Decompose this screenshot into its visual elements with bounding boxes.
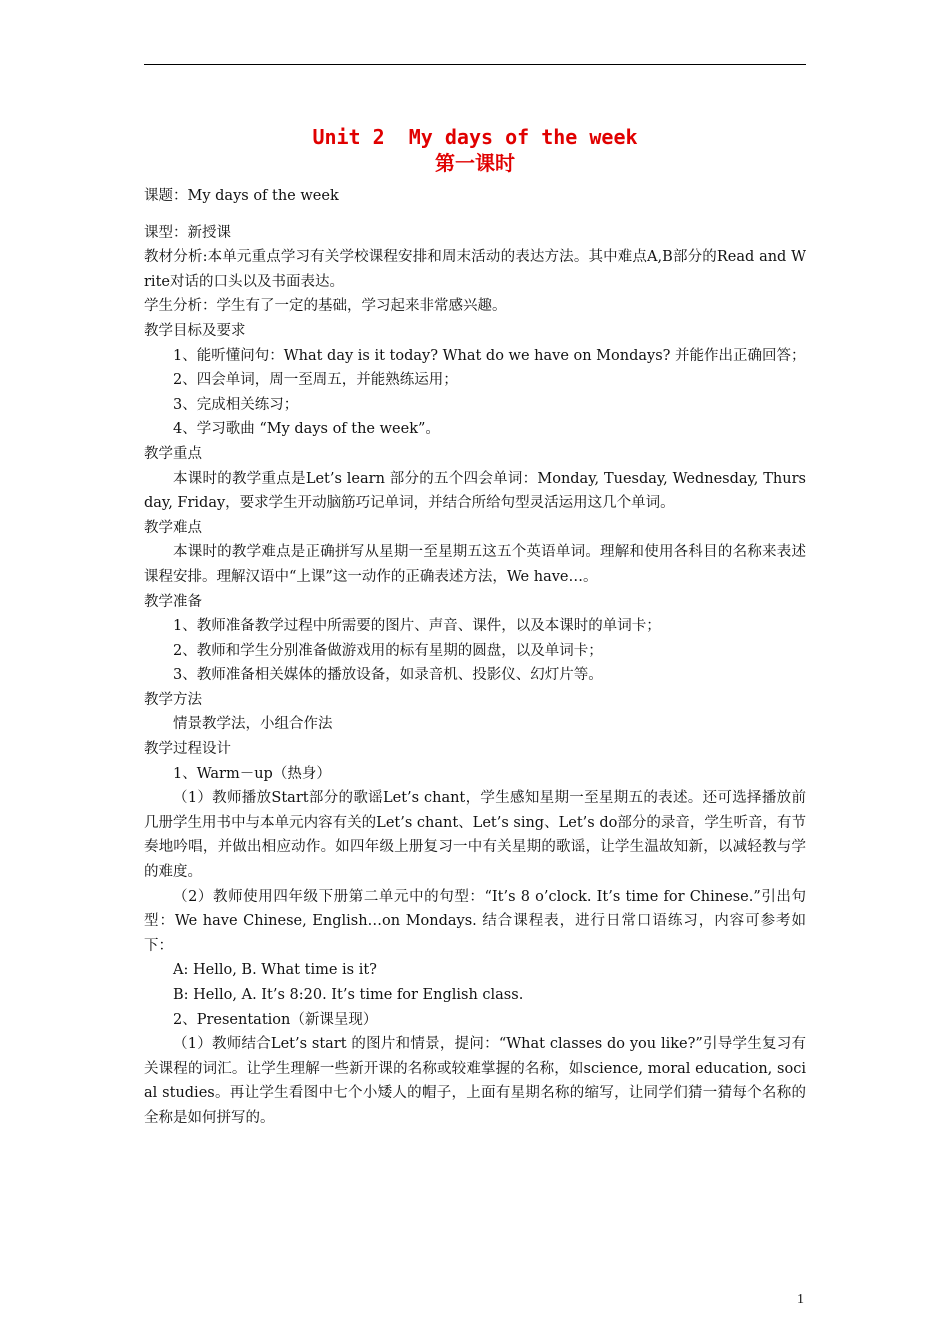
warmup-paragraph: （1）教师播放Start部分的歌谣Let’s chant，学生感知星期一至星期五的表述。还可选择播放前几册学生用书中与本单元内容有关的Let’s chant、Let’s sing、Let’s do部分的录音，学生听音，有节奏地吟唱，并做出相应动作。如四年级上册复习一中有关星期的歌谣，让学生温故知新，以减轻教与学的难度。	[144, 790, 806, 881]
difficulties-text: 本课时的教学难点是正确拼写从星期一至星期五这五个英语单词。理解和使用各科目的名称来表述课程安排。理解汉语中“上课”这一动作的正确表述方法，We have…。	[144, 544, 806, 585]
difficulties-heading: 教学难点	[144, 519, 202, 536]
key-points-text: 本课时的教学重点是Let’s learn 部分的五个四会单词：Monday, Tuesday, Wednesday, Thursday, Friday，要求学生开动脑筋巧记单词，并结合所给句型灵活运用这几个单词。	[144, 470, 806, 512]
dialog-line-a: A: Hello, B. What time is it?	[173, 962, 377, 979]
warmup-paragraph: （2）教师使用四年级下册第二单元中的句型：“It’s 8 o’clock. It’s time for Chinese.”引出句型：We have Chinese, English…on Mondays. 结合课程表，进行日常口语练习，内容可参考如下：	[144, 888, 806, 954]
objective-item: 4、学习歌曲 “My days of the week”。	[173, 421, 440, 438]
header-rule	[144, 64, 806, 65]
key-points-heading: 教学重点	[144, 445, 202, 462]
lesson-subtitle: 第一课时	[435, 151, 515, 175]
objective-item: 2、四会单词，周一至周五，并能熟练运用；	[173, 372, 458, 389]
material-analysis: 教材分析:本单元重点学习有关学校课程安排和周末活动的表达方法。其中难点A,B部分的Read and Write对话的口头以及书面表达。	[144, 249, 806, 290]
presentation-paragraph: （1）教师结合Let’s start 的图片和情景，提问：“What classes do you like?”引导学生复习有关课程的词汇。让学生理解一些新开课的名称或较难掌握的名称，如science, moral education, social studies。再让学生看图中七个小矮人的帽子，上面有星期名称的缩写，让同学们猜一猜每个名称的全称是如何拼写的。	[144, 1036, 806, 1126]
dialog-line-b: B: Hello, A. It’s 8:20. It’s time for English class.	[173, 987, 524, 1003]
lesson-type-line: 课型：新授课	[144, 224, 231, 241]
document-page	[144, 124, 806, 1131]
warmup-title: 1、Warm－up（热身）	[173, 765, 331, 782]
objectives-heading: 教学目标及要求	[144, 322, 246, 339]
process-heading: 教学过程设计	[144, 741, 231, 758]
student-analysis: 学生分析：学生有了一定的基础，学习起来非常感兴趣。	[144, 298, 507, 315]
objective-item: 3、完成相关练习；	[173, 396, 299, 413]
page-number: 1	[797, 1292, 804, 1307]
preparation-item: 1、教师准备教学过程中所需要的图片、声音、课件，以及本课时的单词卡；	[173, 618, 661, 635]
methods-text: 情景教学法，小组合作法	[173, 716, 333, 733]
presentation-title: 2、Presentation（新课呈现）	[173, 1011, 378, 1028]
preparation-heading: 教学准备	[144, 593, 202, 610]
document-title: Unit 2 My days of the week	[312, 125, 638, 149]
preparation-item: 2、教师和学生分别准备做游戏用的标有星期的圆盘，以及单词卡；	[173, 642, 603, 659]
methods-heading: 教学方法	[144, 691, 202, 708]
preparation-item: 3、教师准备相关媒体的播放设备，如录音机、投影仪、幻灯片等。	[173, 667, 603, 684]
objective-item: 1、能听懂问句：What day is it today? What do we have on Mondays? 并能作出正确回答；	[173, 347, 806, 364]
topic-line: 课题：My days of the week	[144, 188, 339, 204]
